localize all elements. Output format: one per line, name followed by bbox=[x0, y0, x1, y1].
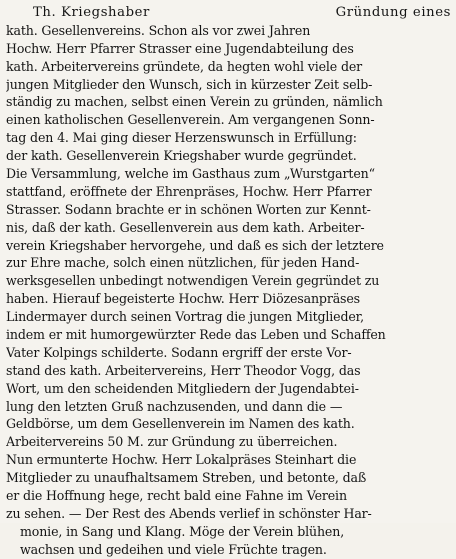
article-line: er die Hoffnung hege, recht bald eine Fahne im Verein bbox=[6, 488, 347, 504]
article-line: Lindermayer durch seinen Vortrag die jungen Mitglieder, bbox=[6, 309, 365, 325]
dateline-place: Th. Kriegshaber bbox=[33, 5, 150, 20]
article-line: ständig zu machen, selbst einen Verein zu gründen, nämlich bbox=[6, 94, 383, 110]
article-line: nis, daß der kath. Gesellenverein aus dem kath. Arbeiter- bbox=[6, 219, 365, 235]
article-body bbox=[6, 22, 451, 559]
article-line: kath. Gesellenvereins. Schon als vor zwei Jahren bbox=[6, 22, 311, 38]
article-line: Wort, um den scheidenden Mitgliedern der Jugendabtei- bbox=[6, 380, 359, 396]
article-line: Nun ermunterte Hochw. Herr Lokalpräses Steinhart die bbox=[6, 452, 357, 468]
article-line: kath. Arbeitervereins gründete, da hegten wohl viele der bbox=[6, 58, 363, 74]
article-line: verein Kriegshaber hervorgehe, und daß es sich der letztere bbox=[6, 237, 384, 253]
article-line: Die Versammlung, welche im Gasthaus zum „Wurstgarten“ bbox=[6, 166, 375, 182]
article-line: der kath. Gesellenverein Kriegshaber wurde gegründet. bbox=[6, 148, 357, 164]
article-line: werksgesellen unbedingt notwendigen Verein gegründet zu bbox=[6, 273, 380, 289]
article-line: Vater Kolpings schilderte. Sodann ergriff der erste Vor- bbox=[6, 344, 352, 360]
article-line: Strasser. Sodann brachte er in schönen Worten zur Kennt- bbox=[6, 201, 371, 217]
article-line: stattfand, eröffnete der Ehrenpräses, Hochw. Herr Pfarrer bbox=[6, 183, 372, 199]
article-line: haben. Hierauf begeisterte Hochw. Herr Diözesanpräses bbox=[6, 291, 360, 307]
article-line: Geldbörse, um dem Gesellenverein im Namen des kath. bbox=[6, 416, 355, 432]
article-line: monie, in Sang und Klang. Möge der Verein blühen, bbox=[20, 523, 345, 539]
article-line: Mitglieder zu unaufhaltsamem Streben, und betonte, daß bbox=[6, 470, 367, 486]
article-line: jungen Mitglieder den Wunsch, sich in kürzester Zeit selb- bbox=[6, 76, 373, 92]
article-line: Hochw. Herr Pfarrer Strasser eine Jugendabteilung des bbox=[6, 40, 354, 56]
article-line: zu sehen. — Der Rest des Abends verlief in schönster Har- bbox=[6, 505, 372, 521]
article-line: indem er mit humorgewürzter Rede das Leben und Schaffen bbox=[6, 327, 386, 343]
article-line: zur Ehre mache, solch einen nützlichen, für jeden Hand- bbox=[6, 255, 360, 271]
article-headline bbox=[6, 4, 451, 22]
article-title: Gründung eines bbox=[335, 5, 451, 20]
article-line: Arbeitervereins 50 M. zur Gründung zu überreichen. bbox=[6, 434, 338, 450]
article-line: wachsen und gedeihen und viele Früchte tragen. bbox=[20, 541, 327, 557]
article-line: tag den 4. Mai ging dieser Herzenswunsch in Erfüllung: bbox=[6, 130, 357, 146]
article-line: stand des kath. Arbeitervereins, Herr Theodor Vogg, das bbox=[6, 362, 361, 378]
article-line: einen katholischen Gesellenverein. Am vergangenen Sonn- bbox=[6, 112, 375, 128]
article-line: lung den letzten Gruß nachzusenden, und dann die — bbox=[6, 398, 343, 414]
